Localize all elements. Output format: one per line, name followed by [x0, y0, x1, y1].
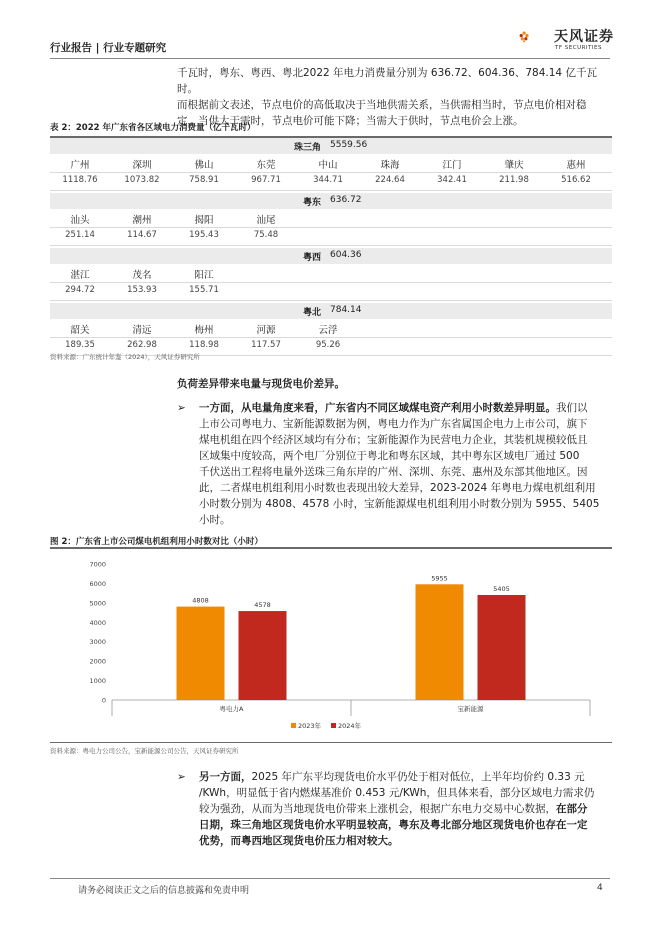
- city-name: 中山: [318, 160, 338, 171]
- bullet-lead: 一方面，从电量角度来看，广东省内不同区域煤电资产利用小时数差异明显。: [199, 402, 556, 414]
- city-value: 189.35: [65, 340, 95, 350]
- bar-data-label: 4578: [254, 601, 271, 610]
- city-value: 758.91: [189, 175, 219, 185]
- city-name: 汕头: [70, 215, 90, 226]
- city-name: 珠海: [380, 160, 400, 171]
- city-value: 1118.76: [62, 175, 98, 185]
- page-number: 4: [597, 883, 603, 893]
- city-value: 75.48: [253, 230, 279, 240]
- y-tick-label: 3000: [89, 638, 106, 647]
- bar: [177, 607, 225, 700]
- city-value: 155.71: [189, 285, 219, 295]
- bar-chart: [50, 550, 612, 740]
- intro-line: 千瓦时，粤东、粤西、粤北2022 年电力消费量分别为 636.72、604.36、784.14 亿千瓦时。: [177, 67, 597, 95]
- legend-label: 2024年: [338, 722, 362, 730]
- table-caption: 表 2：2022 年广东省各区域电力消费量（亿千瓦时）: [50, 123, 256, 133]
- city-name: 清远: [132, 325, 152, 336]
- city-value: 344.71: [313, 175, 343, 185]
- bullet-line: 千伏送出工程将电量外送珠三角东岸的广州、深圳、东莞、惠州及东部其他地区。因: [199, 466, 588, 478]
- bullet-line: 日期，珠三角地区现货电价水平明显较高，粤东及粤北部分地区现货电价也存在一定: [199, 819, 588, 831]
- bullet-line: 优势，而粤西地区现货电价压力相对较大。: [199, 835, 399, 847]
- chart-bottom-rule: [50, 742, 612, 743]
- bullet-icon: ➢: [177, 771, 186, 783]
- bar-data-label: 4808: [192, 596, 209, 605]
- city-value: 294.72: [65, 285, 95, 295]
- y-tick-label: 7000: [89, 560, 106, 569]
- row-divider: [50, 172, 612, 173]
- city-value: 211.98: [499, 175, 529, 185]
- city-name: 河源: [256, 325, 276, 336]
- bullet-line: 小时。: [199, 514, 231, 526]
- bar-data-label: 5955: [431, 574, 448, 583]
- logo-text-en: TF SECURITIES: [555, 45, 602, 51]
- bullet-line: 较为强劲，从而为当地现货电价带来上涨机会，根据广东电力交易中心数据，: [199, 803, 556, 815]
- footer-divider: [50, 878, 610, 879]
- bar: [416, 584, 464, 700]
- legend-swatch: [331, 723, 336, 728]
- row-divider: [50, 190, 612, 191]
- city-name: 汕尾: [256, 215, 276, 226]
- city-name: 韶关: [70, 325, 90, 336]
- bullet-line: 上市公司粤电力、宝新能源数据为例，粤电力作为广东省属国企电力上市公司，旗下: [199, 418, 588, 430]
- city-name: 佛山: [194, 160, 214, 171]
- city-value: 1073.82: [124, 175, 160, 185]
- bullet-line: 小时数分别为 4808、4578 小时，宝新能源煤电机组利用小时数分别为 5955、5405: [199, 498, 600, 510]
- city-value: 224.64: [375, 175, 405, 185]
- city-value: 516.62: [561, 175, 591, 185]
- intro-paragraph: [177, 65, 617, 129]
- legend-swatch: [291, 723, 296, 728]
- bullet-line: 此，二者煤电机组利用小时数也表现出较大差异，2023-2024 年粤电力煤电机组利用: [199, 482, 596, 494]
- city-value: 195.43: [189, 230, 219, 240]
- city-name: 云浮: [318, 325, 338, 336]
- y-tick-label: 5000: [89, 599, 106, 608]
- bullet-line: 煤电机组在四个经济区域均有分布；宝新能源作为民营电力企业，其装机规模较低且: [199, 434, 588, 446]
- bullet-paragraph-2: [199, 769, 613, 849]
- city-value: 114.67: [127, 230, 157, 240]
- bullet-paragraph-1: [199, 400, 613, 528]
- city-value: 118.98: [189, 340, 219, 350]
- city-name: 梅州: [194, 325, 214, 336]
- bullet-lead: 另一方面，: [199, 771, 252, 783]
- region-total: 5559.56: [330, 140, 368, 150]
- city-value: 342.41: [437, 175, 467, 185]
- y-tick-label: 2000: [89, 657, 106, 666]
- region-name: 粤北: [302, 308, 321, 318]
- city-value: 153.93: [127, 285, 157, 295]
- bullet-icon: ➢: [177, 402, 186, 414]
- region-name: 粤西: [302, 253, 321, 263]
- chart-title: 图 2：广东省上市公司煤电机组利用小时数对比（小时）: [50, 537, 263, 547]
- bullet-bold: 在部分: [556, 803, 588, 815]
- logo-text-cn: 天风证券: [554, 29, 614, 45]
- city-name: 肇庆: [504, 160, 524, 171]
- y-tick-label: 1000: [89, 677, 106, 686]
- section-heading: 负荷差异带来电量与现货电价差异。: [177, 378, 345, 390]
- city-name: 惠州: [566, 160, 586, 171]
- city-name: 茂名: [132, 270, 152, 281]
- bar: [239, 611, 287, 700]
- city-value: 251.14: [65, 230, 95, 240]
- legend-label: 2023年: [298, 722, 322, 730]
- y-tick-label: 4000: [89, 618, 106, 627]
- row-divider: [50, 282, 612, 283]
- row-divider: [50, 227, 612, 228]
- city-name: 深圳: [132, 160, 152, 171]
- city-name: 潮州: [132, 215, 152, 226]
- intro-line: 定，当供大于需时，节点电价可能下降；当需大于供时，节点电价会上涨。: [177, 115, 524, 127]
- header-divider: [50, 58, 610, 59]
- table-source: 资料来源：广东统计年鉴（2024），天风证券研究所: [50, 353, 200, 361]
- city-name: 广州: [70, 160, 90, 171]
- city-value: 967.71: [251, 175, 281, 185]
- region-name: 粤东: [302, 198, 321, 208]
- bar-data-label: 5405: [493, 584, 510, 593]
- bullet-line: /KWh，明显低于省内燃煤基准价 0.453 元/KWh，但具体来看，部分区域电力需求仍: [199, 787, 595, 799]
- city-name: 阳江: [194, 270, 214, 281]
- bullet-line: 区域集中度较高，两个电厂分别位于粤北和粤东区域，其中粤东区域电厂通过 500: [199, 450, 580, 462]
- y-tick-label: 0: [101, 696, 106, 705]
- city-name: 揭阳: [194, 215, 214, 226]
- region-total: 604.36: [330, 250, 362, 260]
- row-divider: [50, 300, 612, 301]
- row-divider: [50, 337, 612, 338]
- region-total: 636.72: [330, 195, 362, 205]
- bar: [478, 595, 526, 700]
- category-label: 宝新能源: [457, 705, 484, 713]
- region-name: 珠三角: [293, 143, 321, 153]
- y-tick-label: 6000: [89, 579, 106, 588]
- region-total: 784.14: [330, 305, 362, 315]
- chart-top-rule: [50, 547, 612, 549]
- city-name: 江门: [442, 160, 462, 171]
- category-label: 粤电力A: [219, 705, 244, 713]
- tf-logo-icon: [518, 20, 552, 54]
- city-name: 湛江: [70, 270, 90, 281]
- chart-source: 资料来源：粤电力公司公告，宝新能源公司公告，天风证券研究所: [50, 747, 239, 755]
- intro-line: 而根据前文表述，节点电价的高低取决于当地供需关系，当供需相当时，节点电价相对稳: [177, 99, 587, 111]
- report-type-label: 行业报告 | 行业专题研究: [50, 42, 167, 54]
- bullet-text: 2025 年广东平均现货电价水平仍处于相对低位，上半年均价约 0.33 元: [251, 771, 585, 783]
- bullet-text: 我们以: [556, 402, 588, 414]
- city-value: 262.98: [127, 340, 157, 350]
- city-name: 东莞: [256, 160, 276, 171]
- footer-disclaimer: 请务必阅读正文之后的信息披露和免责申明: [78, 886, 250, 896]
- city-value: 117.57: [251, 340, 281, 350]
- row-divider: [50, 245, 612, 246]
- city-value: 95.26: [315, 340, 341, 350]
